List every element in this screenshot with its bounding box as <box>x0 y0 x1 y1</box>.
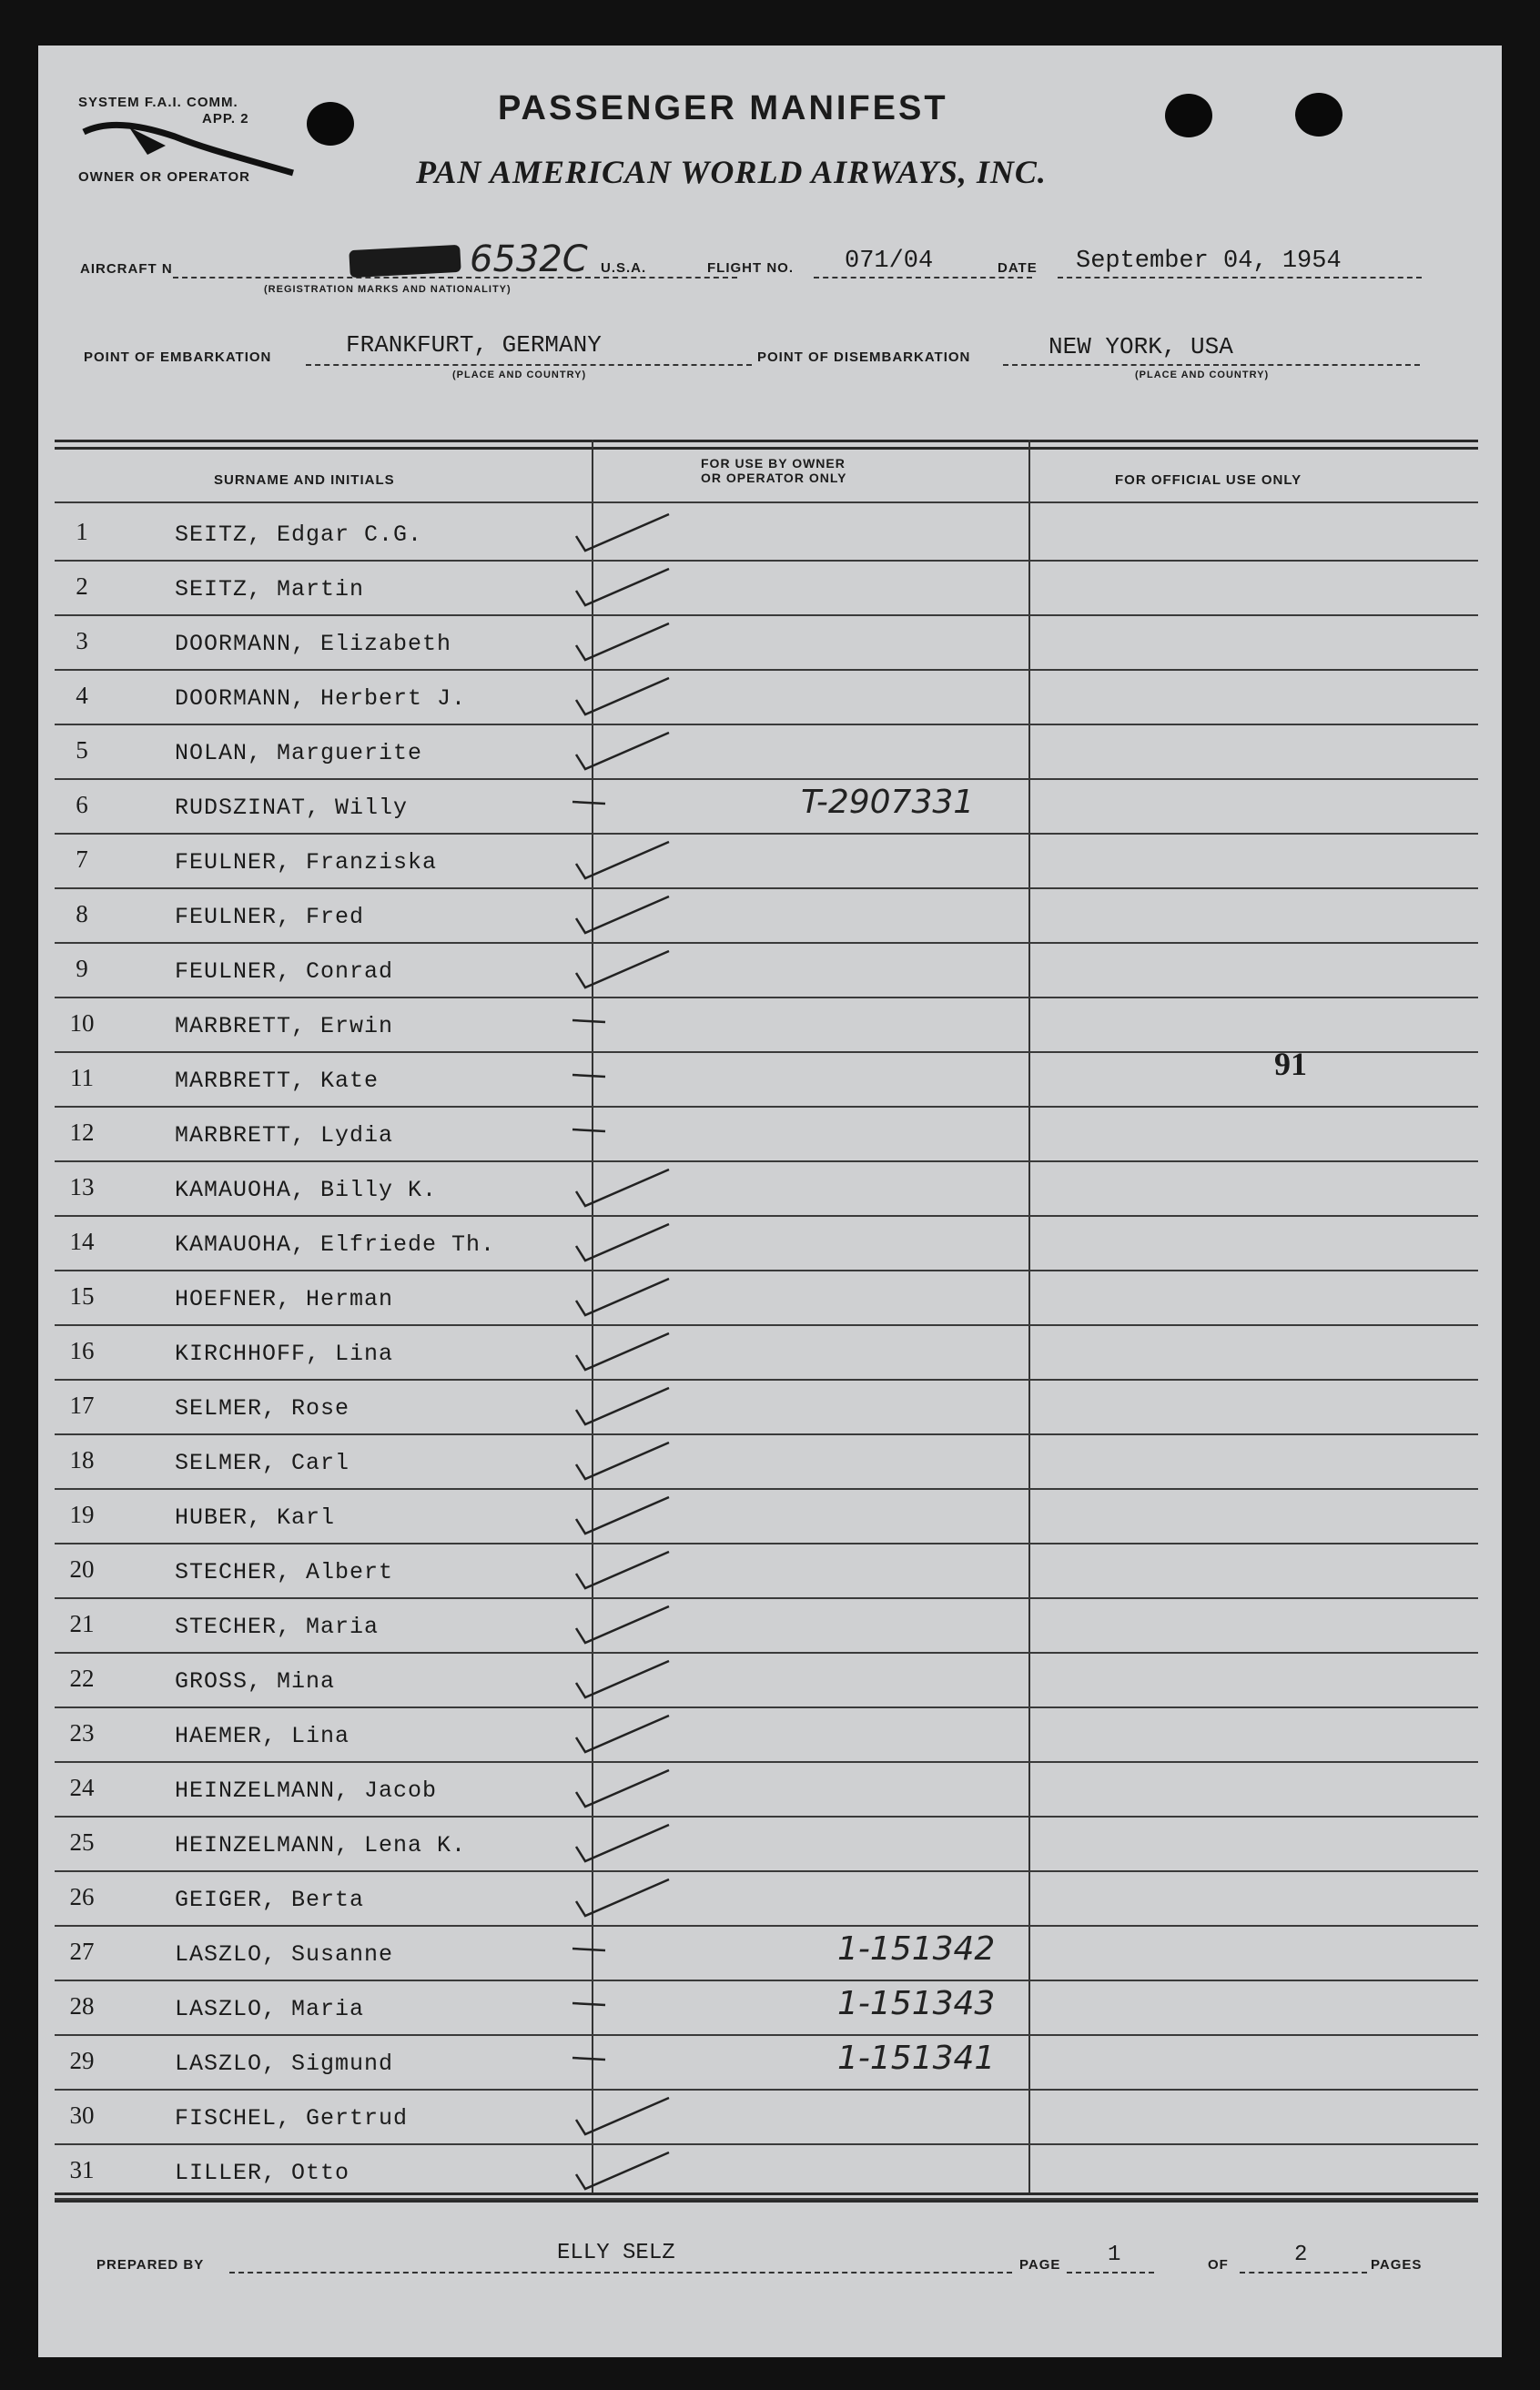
passenger-name: KAMAUOHA, Billy K. <box>175 1177 438 1203</box>
passenger-name: LASZLO, Maria <box>175 1996 365 2022</box>
owner-label: OWNER OR OPERATOR <box>78 169 250 185</box>
row-number: 6 <box>76 791 88 818</box>
row-number: 1 <box>76 518 88 545</box>
official-stamp: 91 <box>1274 1046 1307 1082</box>
passenger-name: HEINZELMANN, Lena K. <box>175 1832 467 1858</box>
embarkation-place: FRANKFURT, GERMANY <box>346 331 602 359</box>
dash-mark-icon <box>569 1983 678 2032</box>
check-mark-icon <box>569 1601 678 1650</box>
check-mark-icon <box>569 1328 678 1377</box>
table-row <box>55 1106 1478 1162</box>
row-number: 13 <box>69 1173 95 1200</box>
row-number: 17 <box>69 1392 95 1419</box>
row-number: 20 <box>69 1555 95 1583</box>
passenger-name: GROSS, Mina <box>175 1668 336 1695</box>
row-number: 24 <box>69 1774 95 1801</box>
passenger-name: HOEFNER, Herman <box>175 1286 394 1312</box>
table-row <box>55 887 1478 944</box>
check-mark-icon <box>569 673 678 722</box>
passenger-name: MARBRETT, Lydia <box>175 1122 394 1149</box>
check-mark-icon <box>569 563 678 613</box>
passenger-name: RUDSZINAT, Willy <box>175 795 409 821</box>
pages-label: PAGES <box>1371 2257 1423 2273</box>
handwritten-number: 1-151343 <box>837 1985 996 2022</box>
flight-label: FLIGHT NO. <box>707 260 794 276</box>
check-mark-icon <box>569 891 678 940</box>
check-mark-icon <box>569 2147 678 2196</box>
passenger-name: NOLAN, Marguerite <box>175 740 423 766</box>
check-mark-icon <box>569 727 678 776</box>
table-row <box>55 1543 1478 1599</box>
page-title: PASSENGER MANIFEST <box>498 89 948 127</box>
check-mark-icon <box>569 1874 678 1923</box>
table-row <box>55 724 1478 780</box>
passenger-name: STECHER, Maria <box>175 1614 380 1640</box>
column-header-owner-2: OR OPERATOR ONLY <box>701 471 847 485</box>
check-mark-icon <box>569 1219 678 1268</box>
table-row <box>55 1433 1478 1490</box>
table-row <box>55 997 1478 1053</box>
total-pages: 2 <box>1294 2243 1308 2267</box>
passenger-name: LILLER, Otto <box>175 2160 350 2186</box>
table-row <box>55 560 1478 616</box>
check-mark-icon <box>569 946 678 995</box>
page-number: 1 <box>1108 2243 1121 2267</box>
passenger-name: LASZLO, Sigmund <box>175 2051 394 2077</box>
check-mark-icon <box>569 618 678 667</box>
passenger-name: STECHER, Albert <box>175 1559 394 1585</box>
passenger-name: MARBRETT, Erwin <box>175 1013 394 1039</box>
row-number: 8 <box>76 900 88 927</box>
passenger-name: HUBER, Karl <box>175 1504 336 1531</box>
aircraft-label: AIRCRAFT N <box>80 261 173 277</box>
registration-caption: (REGISTRATION MARKS AND NATIONALITY) <box>264 284 512 295</box>
disembarkation-place: NEW YORK, USA <box>1049 333 1233 360</box>
passenger-name: FEULNER, Franziska <box>175 849 438 876</box>
column-header-owner-1: FOR USE BY OWNER <box>701 456 846 471</box>
row-number: 9 <box>76 955 88 982</box>
system-line-2: APP. 2 <box>202 111 249 127</box>
passenger-name: SEITZ, Edgar C.G. <box>175 522 423 548</box>
check-mark-icon <box>569 1819 678 1868</box>
punch-hole <box>1295 93 1342 137</box>
passenger-name: SEITZ, Martin <box>175 576 365 603</box>
table-row <box>55 833 1478 889</box>
check-mark-icon <box>569 2092 678 2142</box>
check-mark-icon <box>569 1273 678 1322</box>
disembarkation-label: POINT OF DISEMBARKATION <box>757 349 971 365</box>
table-row <box>55 1215 1478 1271</box>
row-number: 5 <box>76 736 88 764</box>
check-mark-icon <box>569 1437 678 1486</box>
row-number: 7 <box>76 846 88 873</box>
dash-mark-icon <box>569 1055 678 1104</box>
column-header-official: FOR OFFICIAL USE ONLY <box>1115 472 1302 488</box>
table-row <box>55 1761 1478 1818</box>
check-mark-icon <box>569 1710 678 1759</box>
aircraft-number: 6532C <box>470 238 588 280</box>
row-number: 31 <box>69 2156 95 2183</box>
flight-number: 071/04 <box>845 248 934 275</box>
dash-mark-icon <box>569 2038 678 2087</box>
row-number: 25 <box>69 1828 95 1856</box>
handwritten-number: T-2907331 <box>801 784 975 821</box>
embarkation-caption: (PLACE AND COUNTRY) <box>452 370 587 380</box>
table-row <box>55 1980 1478 2036</box>
table-row <box>55 2034 1478 2091</box>
row-number: 12 <box>69 1119 95 1146</box>
passenger-name: SELMER, Carl <box>175 1450 350 1476</box>
prepared-by-label: PREPARED BY <box>96 2257 205 2273</box>
disembarkation-caption: (PLACE AND COUNTRY) <box>1135 370 1270 380</box>
row-number: 15 <box>69 1282 95 1310</box>
table-row <box>55 1270 1478 1326</box>
table-row <box>55 505 1478 562</box>
row-number: 14 <box>69 1228 95 1255</box>
passenger-name: DOORMANN, Herbert J. <box>175 685 467 712</box>
row-number: 19 <box>69 1501 95 1528</box>
table-row <box>55 1652 1478 1708</box>
passenger-name: HEINZELMANN, Jacob <box>175 1777 438 1804</box>
row-number: 27 <box>69 1938 95 1965</box>
date-label: DATE <box>998 260 1038 276</box>
dash-mark-icon <box>569 1109 678 1159</box>
check-mark-icon <box>569 1382 678 1432</box>
check-mark-icon <box>569 1765 678 1814</box>
table-row <box>55 942 1478 998</box>
row-number: 30 <box>69 2101 95 2129</box>
table-row <box>55 1597 1478 1654</box>
passenger-name: SELMER, Rose <box>175 1395 350 1422</box>
table-row <box>55 1379 1478 1435</box>
check-mark-icon <box>569 509 678 558</box>
airline-name: PAN AMERICAN WORLD AIRWAYS, INC. <box>416 154 1047 190</box>
passenger-name: FEULNER, Fred <box>175 904 365 930</box>
crossed-out-mark <box>349 245 461 278</box>
table-row <box>55 1324 1478 1381</box>
row-number: 21 <box>69 1610 95 1637</box>
of-label: OF <box>1208 2257 1229 2273</box>
row-number: 28 <box>69 1992 95 2020</box>
table-row <box>55 1870 1478 1927</box>
passenger-name: LASZLO, Susanne <box>175 1941 394 1968</box>
row-number: 29 <box>69 2047 95 2074</box>
row-number: 26 <box>69 1883 95 1910</box>
row-number: 2 <box>76 572 88 600</box>
column-header-names: SURNAME AND INITIALS <box>214 472 395 488</box>
table-row <box>55 1816 1478 1872</box>
table-row <box>55 1706 1478 1763</box>
row-number: 10 <box>69 1009 95 1037</box>
table-row <box>55 1488 1478 1544</box>
passenger-name: KIRCHHOFF, Lina <box>175 1341 394 1367</box>
passenger-name: FISCHEL, Gertrud <box>175 2105 409 2132</box>
check-mark-icon <box>569 1656 678 1705</box>
check-mark-icon <box>569 1492 678 1541</box>
embarkation-label: POINT OF EMBARKATION <box>84 349 272 365</box>
passenger-name: KAMAUOHA, Elfriede Th. <box>175 1231 496 1258</box>
dash-mark-icon <box>569 782 678 831</box>
passenger-name: GEIGER, Berta <box>175 1887 365 1913</box>
check-mark-icon <box>569 1546 678 1595</box>
row-number: 18 <box>69 1446 95 1473</box>
passenger-name: HAEMER, Lina <box>175 1723 350 1749</box>
dash-mark-icon <box>569 1929 678 1978</box>
check-mark-icon <box>569 1164 678 1213</box>
page-label: PAGE <box>1019 2257 1061 2273</box>
check-mark-icon <box>569 836 678 886</box>
row-number: 23 <box>69 1719 95 1747</box>
manifest-sheet <box>38 46 1502 2357</box>
table-row <box>55 2143 1478 2200</box>
dash-mark-icon <box>569 1000 678 1049</box>
usa-label: U.S.A. <box>601 260 647 276</box>
row-number: 4 <box>76 682 88 709</box>
table-row <box>55 1925 1478 1981</box>
punch-hole <box>1165 94 1212 137</box>
row-number: 16 <box>69 1337 95 1364</box>
table-row <box>55 1160 1478 1217</box>
table-row <box>55 669 1478 725</box>
table-row <box>55 1051 1478 1108</box>
handwritten-number: 1-151341 <box>837 2040 996 2077</box>
passenger-name: DOORMANN, Elizabeth <box>175 631 452 657</box>
passenger-name: MARBRETT, Kate <box>175 1068 380 1094</box>
system-line-1: SYSTEM F.A.I. COMM. <box>78 95 238 110</box>
flight-date: September 04, 1954 <box>1076 248 1342 275</box>
row-number: 22 <box>69 1665 95 1692</box>
row-number: 3 <box>76 627 88 654</box>
table-row <box>55 2089 1478 2145</box>
passenger-name: FEULNER, Conrad <box>175 958 394 985</box>
handwritten-number: 1-151342 <box>837 1930 996 1968</box>
row-number: 11 <box>70 1064 94 1091</box>
table-row <box>55 778 1478 835</box>
table-row <box>55 614 1478 671</box>
prepared-by-value: ELLY SELZ <box>557 2241 675 2265</box>
